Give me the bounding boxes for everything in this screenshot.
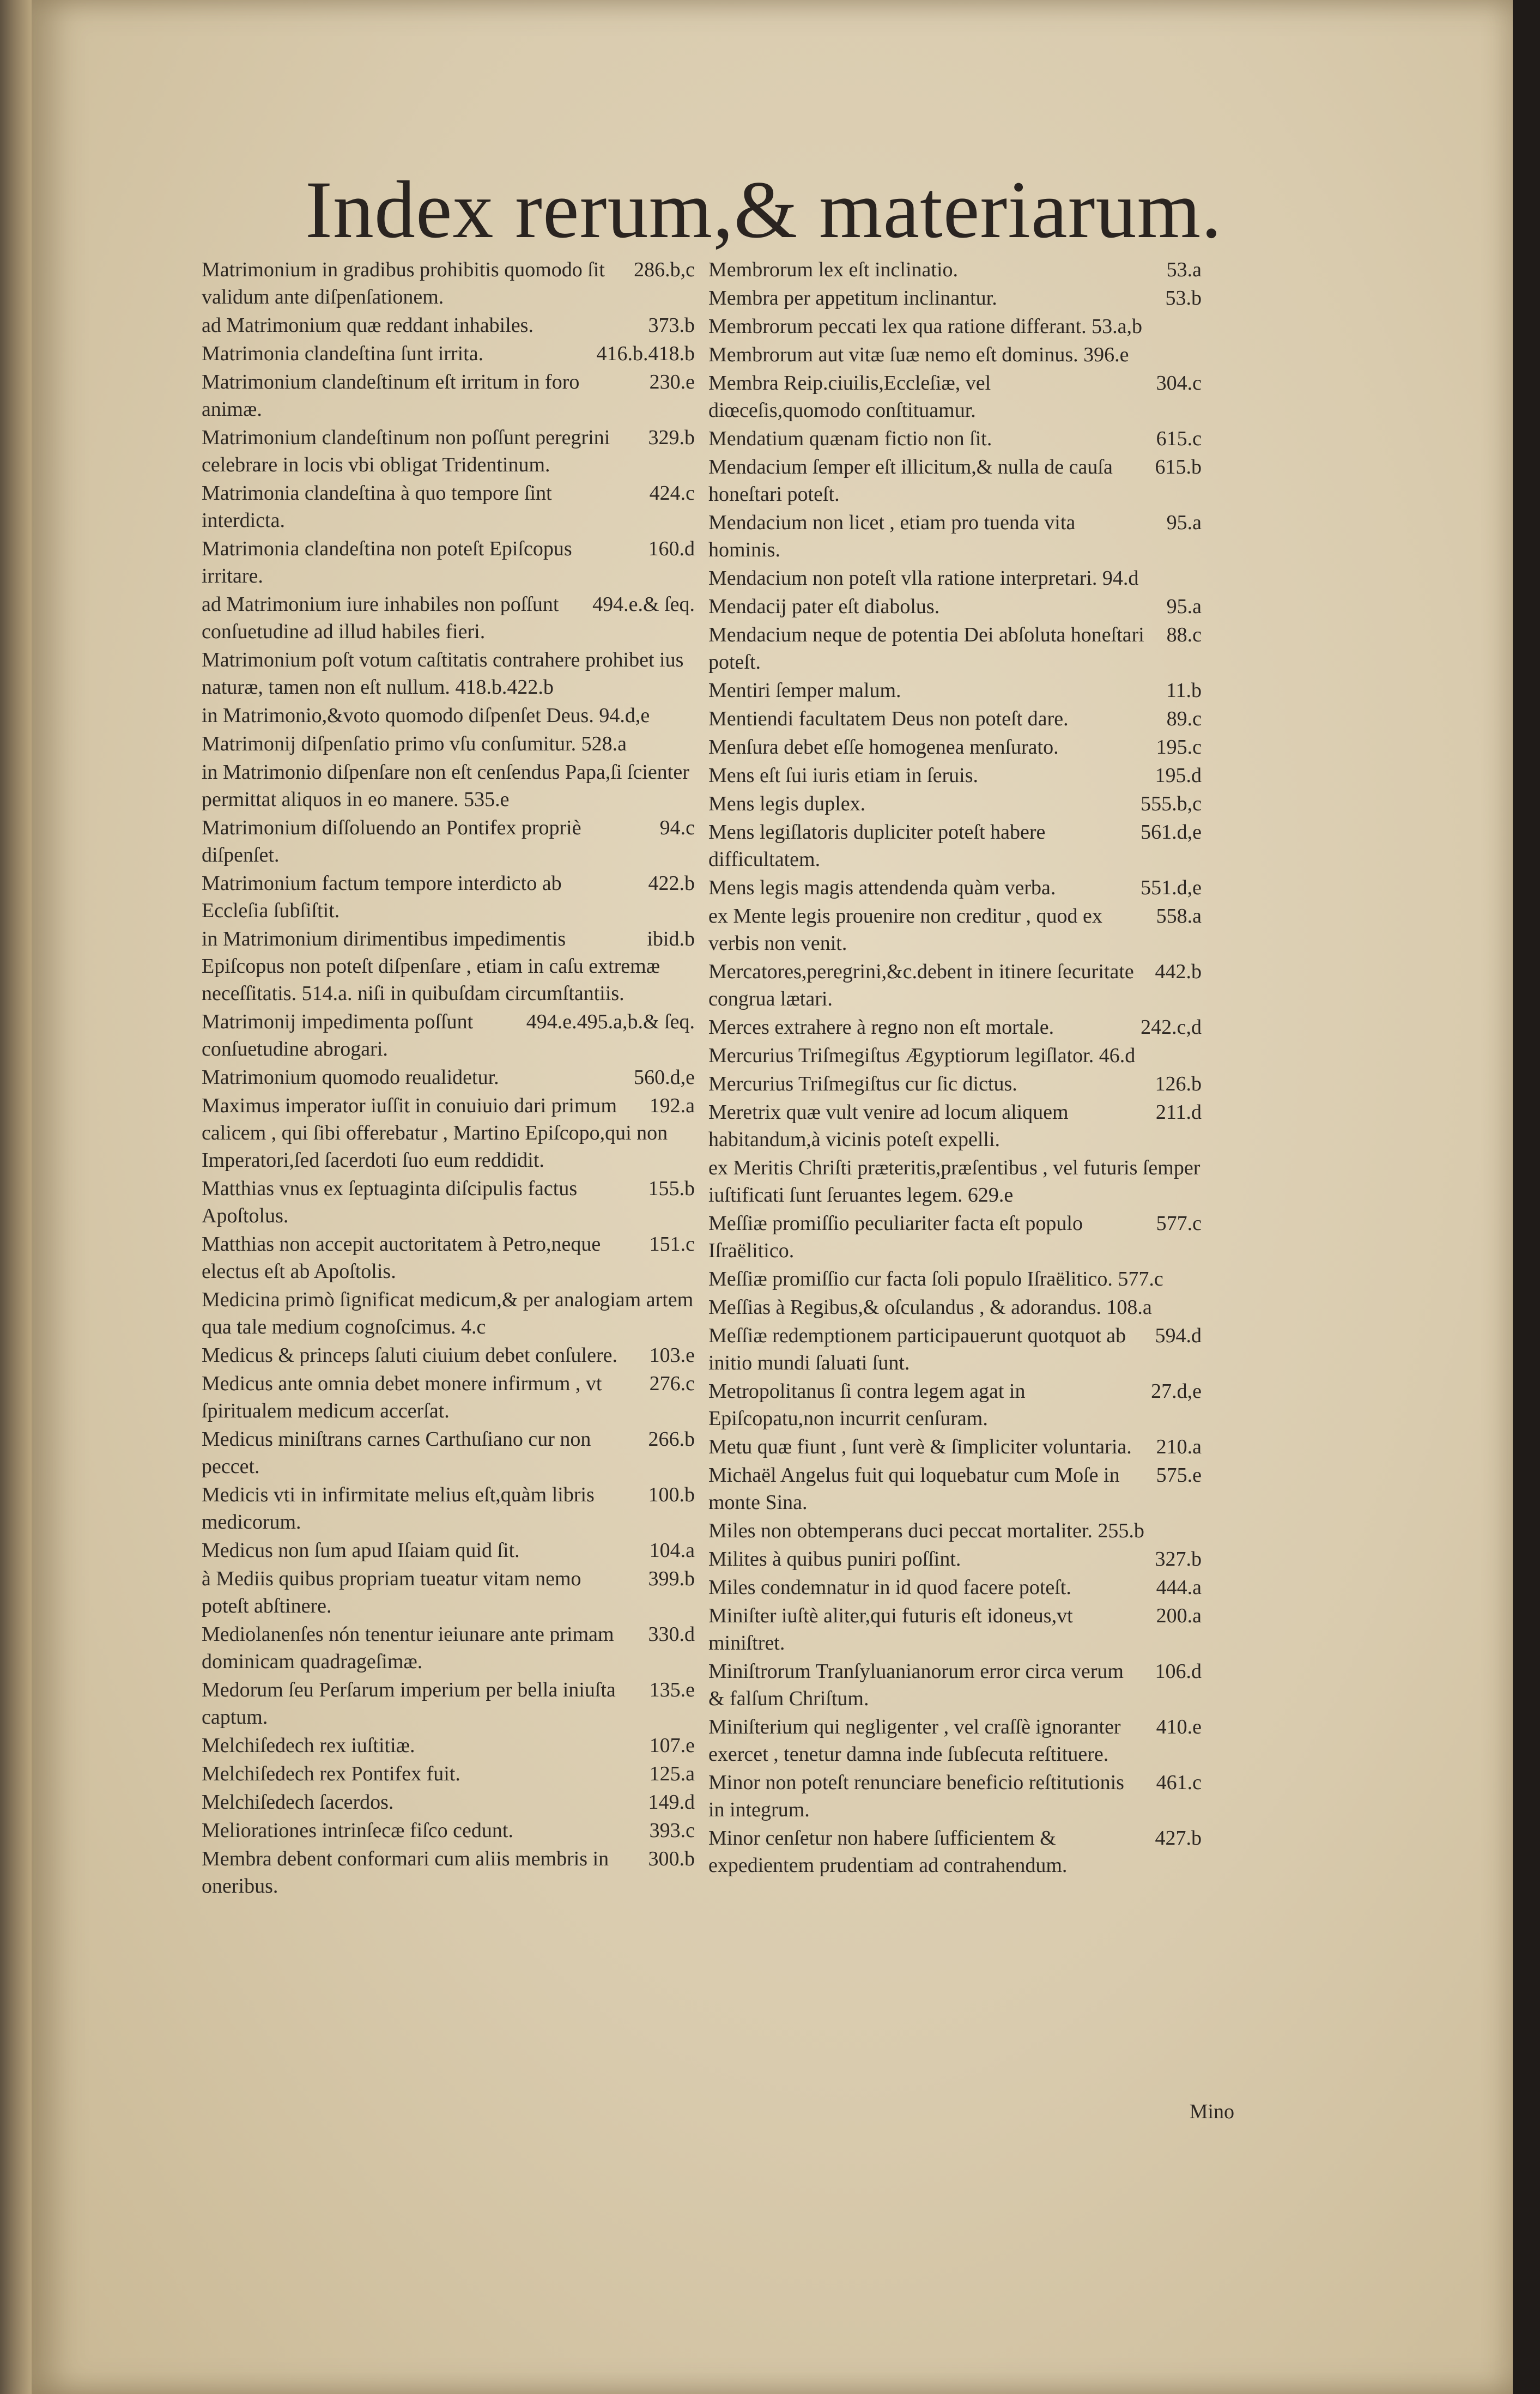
index-entry-reference: 555.b,c [1141, 792, 1202, 815]
index-entry-reference: 107.e [649, 1734, 695, 1757]
index-entry-text: Miniſterium qui negligenter , vel craſſè ignoranter exercet , tenetur damna inde ſubſecuta reſtituere. [708, 1716, 1121, 1766]
index-entry [202, 1175, 695, 1229]
index-entry-text: Mercurius Triſmegiſtus cur ſic dictus. [708, 1072, 1017, 1095]
index-entry [202, 1845, 695, 1900]
index-entry-text: Membra Reip.ciuilis,Eccleſiæ, vel diœceſis,quomodo conſtituamur. [708, 372, 991, 422]
index-entry-text: Minor non poteſt renunciare beneficio reſtitutionis in integrum. [708, 1771, 1124, 1821]
index-entry [708, 1433, 1202, 1460]
index-entry [708, 1042, 1202, 1069]
index-entry [202, 1676, 695, 1731]
index-entry-text: Medicus miniſtrans carnes Carthuſiano cur non peccet. [202, 1428, 591, 1478]
index-entry-reference: 393.c [649, 1819, 695, 1842]
index-entry [202, 870, 695, 924]
index-entry [202, 1370, 695, 1425]
index-entry-text: Mendacium non poteſt vlla ratione interpretari. 94.d [708, 567, 1139, 590]
index-entry-text: Miniſter iuſtè aliter,qui futuris eſt idoneus,vt miniſtret. [708, 1604, 1073, 1654]
index-entry-text: Matrimonium clandeſtinum eſt irritum in foro animæ. [202, 371, 580, 421]
index-entry [708, 313, 1202, 340]
index-entry-reference: 494.e.& ſeq. [592, 593, 695, 616]
index-entry-text: Melchiſedech rex Pontifex fuit. [202, 1762, 460, 1785]
catchword: Mino [1189, 2100, 1234, 2123]
index-entry-reference: 155.b [648, 1177, 695, 1200]
index-entry [202, 480, 695, 534]
index-entry [202, 340, 695, 367]
index-entry [708, 1517, 1202, 1544]
index-entry-reference: 125.a [649, 1762, 695, 1785]
index-entry [708, 1378, 1202, 1432]
index-entry [708, 1713, 1202, 1768]
index-entry-text: Mendacium ſemper eſt illicitum,& nulla de cauſa honeſtari poteſt. [708, 456, 1113, 506]
index-entry [202, 759, 695, 813]
index-entry [202, 702, 695, 729]
index-entry-text: Miles condemnatur in id quod facere poteſt. [708, 1576, 1071, 1599]
index-entry-reference: 242.c,d [1141, 1016, 1202, 1039]
index-entry-text: Mercurius Triſmegiſtus Ægyptiorum legiſlator. 46.d [708, 1044, 1136, 1067]
book-spine [0, 0, 32, 2394]
index-entry [202, 1732, 695, 1759]
index-entry-text: ex Mente legis prouenire non creditur , quod ex verbis non venit. [708, 905, 1102, 955]
index-entry [202, 312, 695, 339]
index-entry-reference: 615.c [1156, 427, 1202, 450]
index-entry-text: Milites à quibus puniri poſſint. [708, 1548, 961, 1571]
index-entry [708, 874, 1202, 901]
index-entry-text: Matrimonia clandeſtina ſunt irrita. [202, 342, 484, 365]
index-entry [708, 256, 1202, 283]
index-entry-text: Matrimonium in gradibus prohibitis quomodo ſit validum ante diſpenſationem. [202, 258, 605, 308]
index-entry-text: in Matrimonio,&voto quomodo diſpenſet Deus. 94.d,e [202, 704, 650, 727]
index-entry [202, 256, 695, 311]
index-entry [708, 734, 1202, 761]
index-entry-reference: 210.a [1156, 1435, 1202, 1458]
index-entry-text: Mendacium non licet , etiam pro tuenda vita hominis. [708, 511, 1076, 561]
index-entry-reference: 551.d,e [1141, 876, 1202, 899]
index-entry-text: Mens legis duplex. [708, 792, 866, 815]
index-entry [202, 1008, 695, 1063]
index-entry-reference: 373.b [648, 314, 695, 337]
index-entry-text: Medorum ſeu Perſarum imperium per bella iniuſta captum. [202, 1678, 616, 1729]
index-entry-reference: 151.c [649, 1233, 695, 1256]
index-entry [708, 509, 1202, 563]
index-entry-reference: 149.d [648, 1791, 695, 1814]
index-entry-text: Medicus non ſum apud Iſaiam quid ſit. [202, 1539, 520, 1562]
index-entry [202, 1621, 695, 1675]
index-entry-reference: 53.a [1166, 258, 1202, 281]
index-entry-text: Matrimonij impedimenta poſſunt conſuetudine abrogari. [202, 1010, 474, 1060]
index-entry-reference: 88.c [1166, 623, 1202, 646]
index-entry-reference: 615.b [1155, 456, 1202, 478]
index-entry [202, 1286, 695, 1341]
index-entry-text: Mentiri ſemper malum. [708, 679, 901, 702]
index-entry-text: Mendatium quænam fictio non ſit. [708, 427, 992, 450]
index-entry [708, 762, 1202, 789]
index-entry-reference: 330.d [648, 1623, 695, 1646]
index-entry [202, 1760, 695, 1787]
index-entry-text: Metu quæ fiunt , ſunt verè & ſimpliciter voluntaria. [708, 1435, 1132, 1458]
index-entry-text: Matthias vnus ex ſeptuaginta diſcipulis factus Apoſtolus. [202, 1177, 578, 1227]
index-entry-reference: 27.d,e [1151, 1380, 1202, 1403]
index-entry [708, 593, 1202, 620]
index-entry-text: Miles non obtemperans duci peccat mortaliter. 255.b [708, 1519, 1144, 1542]
index-entry-text: Membra debent conformari cum aliis membris in oneribus. [202, 1847, 609, 1898]
index-entry-reference: 442.b [1155, 960, 1202, 983]
index-entry-text: Meliorationes intrinſecæ fiſco cedunt. [202, 1819, 513, 1842]
index-entry-text: Menſura debet eſſe homogenea menſurato. [708, 736, 1059, 759]
index-entry-reference: 444.a [1156, 1576, 1202, 1599]
index-entry [708, 284, 1202, 312]
index-entry [708, 1014, 1202, 1041]
index-entry [708, 705, 1202, 732]
index-entry-reference: 11.b [1166, 679, 1202, 702]
index-entry-text: ad Matrimonium quæ reddant inhabiles. [202, 314, 533, 337]
index-entry [708, 425, 1202, 452]
index-entry-text: Melchiſedech rex iuſtitiæ. [202, 1734, 415, 1757]
index-entry-reference: 95.a [1166, 595, 1202, 618]
index-entry-reference: 276.c [649, 1372, 695, 1395]
index-entry [708, 958, 1202, 1013]
index-entry-text: Mediolanenſes nón tenentur ieiunare ante primam dominicam quadrageſimæ. [202, 1623, 614, 1673]
index-entry [708, 1210, 1202, 1264]
index-entry-reference: 575.e [1156, 1464, 1202, 1487]
index-entry-text: Matrimonia clandeſtina non poteſt Epiſcopus irritare. [202, 537, 572, 587]
index-entry [202, 424, 695, 478]
index-entry [202, 814, 695, 869]
index-entry [202, 1481, 695, 1536]
index-entry-text: Mentiendi facultatem Deus non poteſt dare. [708, 707, 1069, 730]
index-entry [708, 1154, 1202, 1209]
index-entry-text: Miniſtrorum Tranſyluanianorum error circa verum & falſum Chriſtum. [708, 1660, 1124, 1710]
index-entry [708, 1658, 1202, 1712]
index-entry-reference: 561.d,e [1141, 821, 1202, 844]
index-entry [202, 591, 695, 645]
index-entry [202, 730, 695, 757]
index-entry [202, 1342, 695, 1369]
index-entry-text: Meſſiæ promiſſio peculiariter facta eſt populo Iſraëlitico. [708, 1212, 1083, 1262]
index-entry [202, 1092, 695, 1174]
index-entry-text: Meſſias à Regibus,& oſculandus , & adorandus. 108.a [708, 1296, 1152, 1319]
index-entry-text: Mens legis magis attendenda quàm verba. [708, 876, 1056, 899]
index-entry-reference: 577.c [1156, 1212, 1202, 1235]
index-entry-reference: 399.b [648, 1567, 695, 1590]
index-entry [708, 790, 1202, 817]
index-entry-reference: 560.d,e [634, 1066, 695, 1089]
index-entry-text: Mens eſt ſui iuris etiam in ſeruis. [708, 764, 978, 787]
index-entry-text: in Matrimonium dirimentibus impedimentis Epiſcopus non poteſt diſpenſare , etiam in caſu extremæ neceſſitatis. 514.a. niſi in quibuſdam circumſtantiis. [202, 928, 660, 1005]
index-entry-reference: 424.c [649, 482, 695, 505]
index-entry [708, 1825, 1202, 1879]
index-entry-text: Mercatores,peregrini,&c.debent in itinere ſecuritate congrua lætari. [708, 960, 1134, 1010]
index-entry [202, 925, 695, 1007]
index-entry-reference: 195.c [1156, 736, 1202, 759]
index-entry-text: Meſſiæ redemptionem participauerunt quotquot ab initio mundi ſaluati ſunt. [708, 1324, 1126, 1374]
index-entry [202, 1817, 695, 1844]
index-entry-text: Matrimonia clandeſtina à quo tempore ſint interdicta. [202, 482, 552, 532]
index-entry-text: Membrorum aut vitæ ſuæ nemo eſt dominus. 396.e [708, 343, 1129, 366]
index-entry-reference: 195.d [1155, 764, 1202, 787]
index-entry [202, 646, 695, 701]
index-entry-text: Matthias non accepit auctoritatem à Petro,neque electus eſt ab Apoſtolis. [202, 1233, 601, 1283]
index-entry-text: Membrorum peccati lex qua ratione differant. 53.a,b [708, 315, 1142, 338]
index-entry [708, 1602, 1202, 1657]
index-entry [708, 453, 1202, 508]
index-entry-reference: 422.b [648, 872, 695, 895]
index-entry-reference: 95.a [1166, 511, 1202, 534]
index-entry-text: Maximus imperator iuſſit in conuiuio dari primum calicem , qui ſibi offerebatur , Martino Epiſcopo,qui non Imperatori,ſed ſacerdoti ſuo eum reddidit. [202, 1094, 668, 1172]
index-entry-text: Meſſiæ promiſſio cur facta ſoli populo Iſraëlitico. 577.c [708, 1268, 1163, 1290]
page-edge [1513, 0, 1540, 2394]
index-entry [202, 1426, 695, 1480]
index-entry [708, 621, 1202, 676]
index-entry [708, 1462, 1202, 1516]
index-entry-text: Matrimonij diſpenſatio primo vſu conſumitur. 528.a [202, 732, 627, 755]
index-entry-text: Medicis vti in infirmitate melius eſt,quàm libris medicorum. [202, 1483, 595, 1534]
index-entry-reference: 106.d [1155, 1660, 1202, 1683]
index-entry-text: Mendacium neque de potentia Dei abſoluta honeſtari poteſt. [708, 623, 1144, 674]
index-entry [708, 1546, 1202, 1573]
index-entry-text: ad Matrimonium iure inhabiles non poſſunt conſuetudine ad illud habiles fieri. [202, 593, 559, 643]
index-entry-reference: 300.b [648, 1847, 695, 1870]
index-entry [708, 819, 1202, 873]
index-entry-text: Matrimonium factum tempore interdicto ab Eccleſia ſubſiſtit. [202, 872, 562, 922]
index-entry [708, 1099, 1202, 1153]
index-entry [708, 1322, 1202, 1377]
index-entry-reference: 416.b.418.b [596, 342, 695, 365]
index-column-left [202, 256, 695, 2125]
index-entry [202, 1565, 695, 1620]
index-entry [708, 677, 1202, 704]
index-entry [202, 1789, 695, 1816]
index-entry-reference: 126.b [1155, 1072, 1202, 1095]
index-entry [202, 1537, 695, 1564]
index-entry-text: Melchiſedech ſacerdos. [202, 1791, 394, 1814]
index-entry [202, 1064, 695, 1091]
index-entry-text: Mendacij pater eſt diabolus. [708, 595, 940, 618]
index-entry [708, 565, 1202, 592]
index-entry-text: Merces extrahere à regno non eſt mortale. [708, 1016, 1054, 1039]
index-entry-text: Matrimonium clandeſtinum non poſſunt peregrini celebrare in locis vbi obligat Tridentinum. [202, 426, 610, 476]
index-entry-reference: 103.e [649, 1344, 695, 1367]
index-entry [202, 535, 695, 590]
index-entry-reference: 200.a [1156, 1604, 1202, 1627]
index-entry-reference: 104.a [649, 1539, 695, 1562]
index-entry-reference: 558.a [1156, 905, 1202, 928]
index-entry [708, 369, 1202, 424]
index-entry [708, 1070, 1202, 1098]
index-entry-reference: 211.d [1155, 1101, 1202, 1124]
index-entry-reference: 461.c [1156, 1771, 1202, 1794]
index-entry [708, 902, 1202, 957]
index-entry-text: Metropolitanus ſi contra legem agat in Epiſcopatu,non incurrit cenſuram. [708, 1380, 1026, 1430]
index-entry-text: ex Meritis Chriſti præteritis,præſentibus , vel futuris ſemper iuſtificati ſunt ſeruantes legem. 629.e [708, 1156, 1201, 1207]
index-entry-reference: 89.c [1166, 707, 1202, 730]
index-entry [708, 1769, 1202, 1823]
index-entry-reference: 53.b [1165, 287, 1202, 310]
index-entry-reference: 304.c [1156, 372, 1202, 395]
index-entry-reference: 160.d [648, 537, 695, 560]
index-entry-text: à Mediis quibus propriam tueatur vitam nemo poteſt abſtinere. [202, 1567, 581, 1617]
index-entry-text: Mens legiſlatoris dupliciter poteſt habere difficultatem. [708, 821, 1046, 871]
page-title: Index rerum,& materiarum. [305, 165, 1222, 255]
index-entry-text: Membrorum lex eſt inclinatio. [708, 258, 959, 281]
index-entry-reference: 594.d [1155, 1324, 1202, 1347]
index-entry [202, 368, 695, 423]
index-entry [708, 341, 1202, 368]
index-entry-text: Matrimonium diſſoluendo an Pontifex propriè diſpenſet. [202, 816, 581, 866]
index-entry-reference: 266.b [648, 1428, 695, 1451]
index-entry-reference: 329.b [648, 426, 695, 449]
index-column-right [708, 256, 1202, 2125]
index-entry-reference: 286.b,c [634, 258, 695, 281]
index-entry-reference: 135.e [649, 1678, 695, 1701]
index-entry-reference: 100.b [648, 1483, 695, 1506]
index-entry-text: in Matrimonio diſpenſare non eſt cenſendus Papa,ſi ſcienter permittat aliquos in eo manere. 535.e [202, 761, 689, 811]
index-entry-reference: 327.b [1155, 1548, 1202, 1571]
index-entry-text: Medicina primò ſignificat medicum,& per analogiam artem qua tale medium cognoſcimus. 4.c [202, 1288, 694, 1338]
index-entry-reference: 192.a [649, 1094, 695, 1117]
index-entry-reference: 230.e [649, 371, 695, 393]
index-entry-text: Medicus & princeps ſaluti ciuium debet conſulere. [202, 1344, 617, 1367]
index-entry-text: Matrimonium poſt votum caſtitatis contrahere prohibet ius naturæ, tamen non eſt nullum. 418.b.422.b [202, 648, 684, 699]
index-entry [708, 1294, 1202, 1321]
index-entry-text: Minor cenſetur non habere ſufficientem & expedientem prudentiam ad contrahendum. [708, 1827, 1068, 1877]
index-entry-reference: ibid.b [647, 928, 695, 950]
index-entry [708, 1265, 1202, 1293]
index-entry [202, 1231, 695, 1285]
index-entry-reference: 427.b [1155, 1827, 1202, 1850]
index-entry-text: Membra per appetitum inclinantur. [708, 287, 997, 310]
index-entry-reference: 410.e [1156, 1716, 1202, 1738]
index-entry-text: Meretrix quæ vult venire ad locum aliquem habitandum,à vicinis poteſt expelli. [708, 1101, 1069, 1151]
index-entry [708, 1574, 1202, 1601]
index-entry-text: Michaël Angelus fuit qui loquebatur cum Moſe in monte Sina. [708, 1464, 1120, 1514]
index-entry-text: Matrimonium quomodo reualidetur. [202, 1066, 499, 1089]
index-entry-reference: 94.c [659, 816, 695, 839]
index-entry-text: Medicus ante omnia debet monere infirmum , vt ſpiritualem medicum accerſat. [202, 1372, 602, 1422]
index-entry-reference: 494.e.495.a,b.& ſeq. [526, 1010, 695, 1033]
